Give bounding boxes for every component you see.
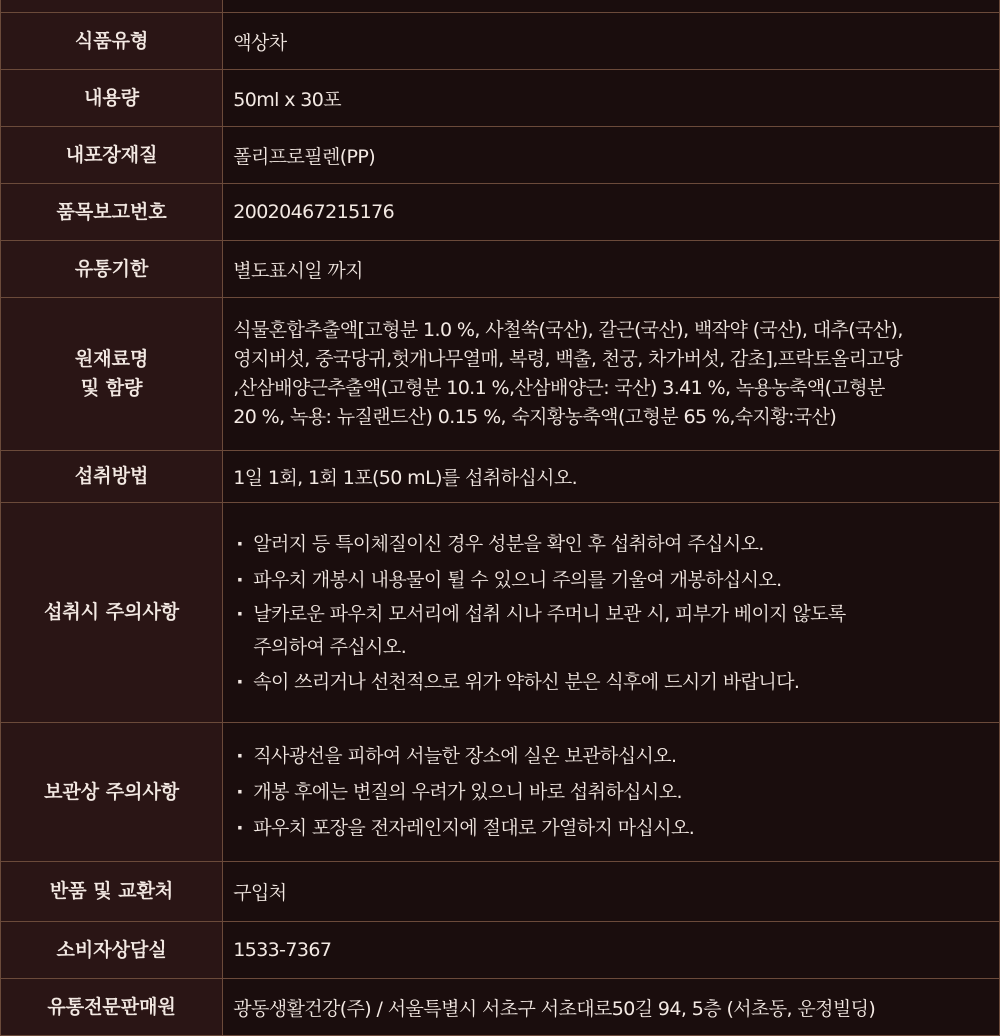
- ingredients-line: 영지버섯, 중국당귀,헛개나무열매, 복령, 백출, 천궁, 차가버섯, 감초],프락토올리고당: [233, 348, 903, 370]
- storage-caution-label: 보관상 주의사항: [1, 723, 223, 862]
- table-row: [1, 0, 1000, 13]
- ingredients-label-line: 원재료명: [74, 348, 149, 370]
- volume-value: 50ml x 30포: [223, 70, 1000, 127]
- food-type-label: 식품유형: [1, 13, 223, 70]
- table-row: [1, 13, 1000, 70]
- intake-caution-list: [233, 526, 993, 700]
- volume-label: 내용량: [1, 70, 223, 127]
- ingredients-label: [1, 298, 223, 451]
- ingredients-value: [223, 298, 1000, 451]
- report-number-label: 품목보고번호: [1, 184, 223, 241]
- table-row: [1, 451, 1000, 503]
- table-row: [1, 298, 1000, 451]
- expiry-value: 별도표시일 까지: [223, 241, 1000, 298]
- expiry-label: 유통기한: [1, 241, 223, 298]
- storage-caution-value: [223, 723, 1000, 862]
- distributor-value: 광동생활건강(주) / 서울특별시 서초구 서초대로50길 94, 5층 (서초동, 운정빌딩): [223, 979, 1000, 1036]
- row-value: [223, 0, 1000, 13]
- table-row: [1, 503, 1000, 723]
- report-number-value: 20020467215176: [223, 184, 1000, 241]
- packaging-value: 폴리프로필렌(PP): [223, 127, 1000, 184]
- storage-caution-list: [233, 738, 993, 846]
- consumer-center-label: 소비자상담실: [1, 922, 223, 979]
- ingredients-line: 식물혼합추출액[고형분 1.0 %, 사철쑥(국산), 갈근(국산), 백작약 (국산), 대추(국산),: [233, 319, 903, 341]
- consumer-center-value: 1533-7367: [223, 922, 1000, 979]
- food-type-value: 액상차: [223, 13, 1000, 70]
- ingredients-line: ,산삼배양근추출액(고형분 10.1 %,산삼배양근: 국산) 3.41 %, 녹용농축액(고형분: [233, 377, 885, 399]
- table-row: [1, 241, 1000, 298]
- list-item: · 직사광선을 피하여 서늘한 장소에 실온 보관하십시오.: [233, 738, 993, 774]
- packaging-label: 내포장재질: [1, 127, 223, 184]
- list-item: · 날카로운 파우치 모서리에 섭취 시나 주머니 보관 시, 피부가 베이지 않도록 주의하여 주십시오.: [233, 598, 993, 664]
- list-item: · 속이 쓰리거나 선천적으로 위가 약하신 분은 식후에 드시기 바랍니다.: [233, 664, 993, 700]
- table-row: [1, 184, 1000, 241]
- intake-caution-value: [223, 503, 1000, 723]
- distributor-label: 유통전문판매원: [1, 979, 223, 1036]
- intake-method-value: 1일 1회, 1회 1포(50 mL)를 섭취하십시오.: [223, 451, 1000, 503]
- ingredients-label-line: 및 함량: [80, 377, 143, 399]
- list-item: · 개봉 후에는 변질의 우려가 있으니 바로 섭취하십시오.: [233, 774, 993, 810]
- intake-caution-label: 섭취시 주의사항: [1, 503, 223, 723]
- table-row: [1, 70, 1000, 127]
- table-row: [1, 979, 1000, 1036]
- row-label: [1, 0, 223, 13]
- table-row: [1, 127, 1000, 184]
- list-item: · 파우치 포장을 전자레인지에 절대로 가열하지 마십시오.: [233, 810, 993, 846]
- return-exchange-label: 반품 및 교환처: [1, 862, 223, 922]
- intake-method-label: 섭취방법: [1, 451, 223, 503]
- table-row: [1, 723, 1000, 862]
- table-row: [1, 922, 1000, 979]
- list-item: · 알러지 등 특이체질이신 경우 성분을 확인 후 섭취하여 주십시오.: [233, 526, 993, 562]
- list-item: · 파우치 개봉시 내용물이 튈 수 있으니 주의를 기울여 개봉하십시오.: [233, 562, 993, 598]
- ingredients-line: 20 %, 녹용: 뉴질랜드산) 0.15 %, 숙지황농축액(고형분 65 %,숙지황:국산): [233, 406, 837, 428]
- table-row: [1, 862, 1000, 922]
- return-exchange-value: 구입처: [223, 862, 1000, 922]
